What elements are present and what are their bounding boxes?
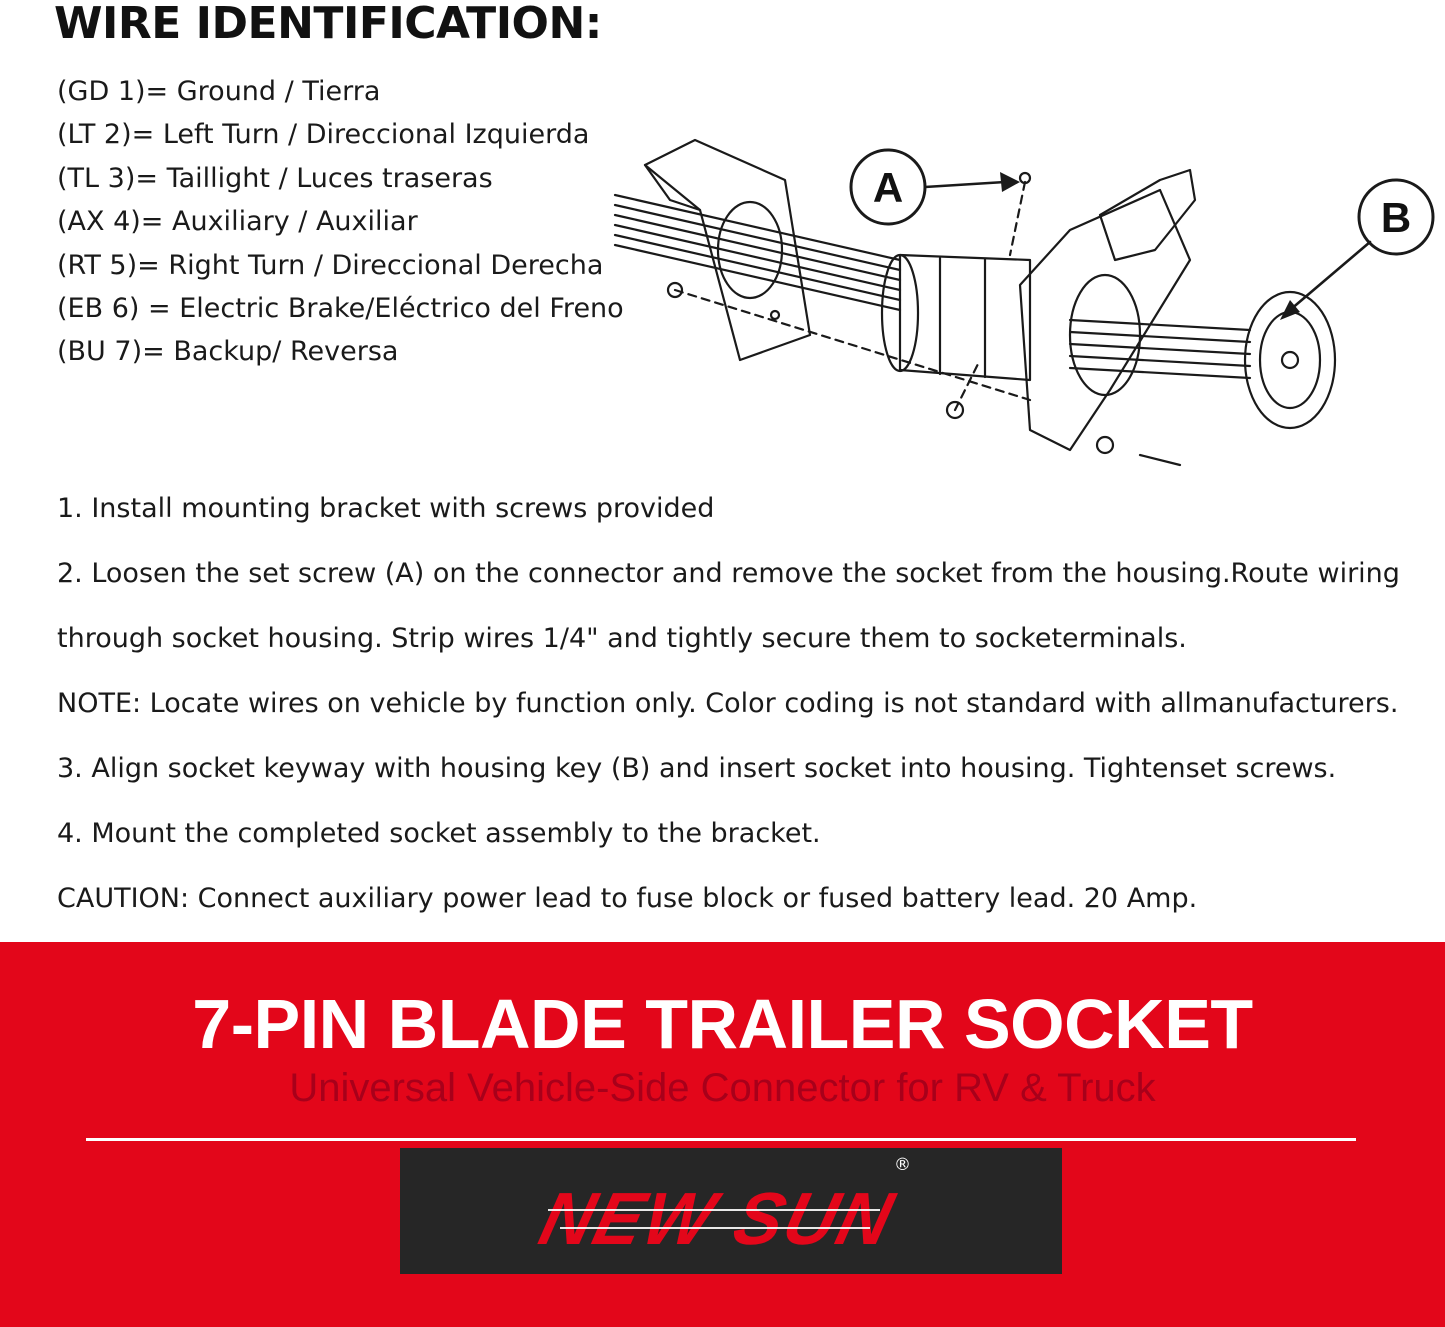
wire-item-rt5: (RT 5)= Right Turn / Direccional Derecha <box>57 249 604 281</box>
instruction-step-2: 2. Loosen the set screw (A) on the connector and remove the socket from the housing.Route wiring <box>57 558 1400 589</box>
brand-logo-mark <box>400 1148 1062 1274</box>
wire-item-tl3: (TL 3)= Taillight / Luces traseras <box>57 162 493 194</box>
socket-face-inner-shape <box>1260 312 1320 408</box>
instruction-caution: CAUTION: Connect auxiliary power lead to fuse block or fused battery lead. 20 Amp. <box>57 883 1198 914</box>
brand-logo-text: NEW SUN <box>532 1177 917 1260</box>
wire-strand <box>615 225 900 290</box>
screw-shape <box>1097 437 1113 453</box>
wire-item-bu7: (BU 7)= Backup/ Reversa <box>57 336 399 368</box>
socket-cover-shape <box>1100 170 1195 260</box>
guide-line <box>675 290 1030 400</box>
instruction-step-3: 3. Align socket keyway with housing key (B) and insert socket into housing. Tightenset screws. <box>57 753 1337 784</box>
product-subtitle: Universal Vehicle-Side Connector for RV & Truck <box>289 1066 1156 1110</box>
callout-b-arrow <box>1290 242 1370 310</box>
instruction-note: NOTE: Locate wires on vehicle by function only. Color coding is not standard with allmanufacturers. <box>57 688 1399 719</box>
page-title: WIRE IDENTIFICATION: <box>54 0 602 49</box>
wire-strand <box>615 215 900 280</box>
wire-strand <box>1070 332 1250 342</box>
guide-line <box>955 360 980 410</box>
registered-mark: ® <box>894 1155 911 1175</box>
banner-divider <box>86 1138 1356 1141</box>
wire-strand <box>1070 320 1250 330</box>
wire-strand <box>615 245 900 310</box>
brand-logo <box>400 1148 1062 1274</box>
callout-a-arrow <box>925 182 1005 187</box>
guide-line <box>1010 182 1025 255</box>
screw-shaft-shape <box>1140 455 1180 465</box>
callout-b-label: B <box>1380 194 1412 241</box>
wire-strand <box>1070 368 1250 378</box>
callout-a-label: A <box>872 164 904 211</box>
wire-item-gd1: (GD 1)= Ground / Tierra <box>57 76 381 107</box>
wire-strand <box>615 235 900 300</box>
arrow-head-a <box>1000 172 1020 192</box>
product-banner <box>0 942 1445 1327</box>
housing-body-shape <box>900 255 1030 380</box>
socket-assembly-diagram <box>600 120 1412 495</box>
product-title: 7-PIN BLADE TRAILER SOCKET <box>192 985 1253 1063</box>
wire-strand <box>615 205 900 270</box>
wire-strand <box>1070 356 1250 366</box>
wire-item-lt2: (LT 2)= Left Turn / Direccional Izquierda <box>57 119 590 151</box>
wire-identification-list <box>57 70 624 374</box>
instruction-step-1: 1. Install mounting bracket with screws provided <box>57 493 715 524</box>
wire-item-eb6: (EB 6) = Electric Brake/Eléctrico del Freno <box>57 293 624 325</box>
instruction-step-2-continued: through socket housing. Strip wires 1/4" and tightly secure them to socketerminals. <box>57 623 1187 654</box>
instruction-step-4: 4. Mount the completed socket assembly to the bracket. <box>57 818 821 849</box>
wire-item-ax4: (AX 4)= Auxiliary / Auxiliar <box>57 206 418 238</box>
socket-center-pin <box>1282 352 1298 368</box>
bracket-screw-hole <box>771 311 779 319</box>
wire-strand <box>1070 344 1250 354</box>
